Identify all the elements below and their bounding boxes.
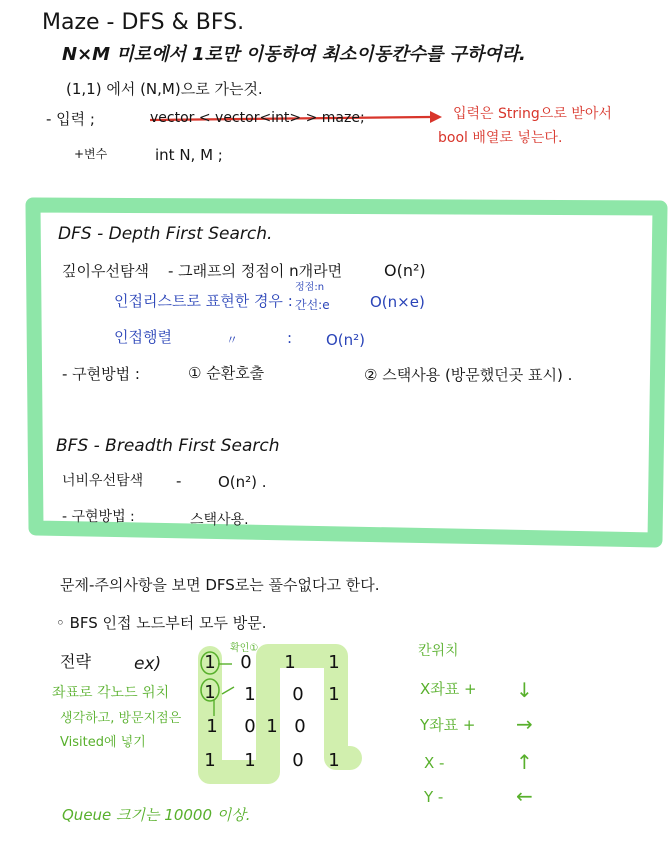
dfs-list-complexity: O(n×e) (370, 293, 425, 311)
direction-label: Y - (424, 788, 444, 806)
check-label: 확인① (230, 643, 259, 654)
green-note-2: 생각하고, 방문지점은 (60, 711, 182, 726)
bfs-impl: 스택사용. (190, 512, 249, 528)
green-note-3: Visited에 넣기 (60, 735, 146, 750)
page-title: Maze - DFS & BFS. (42, 10, 245, 35)
dfs-matrix-complexity: O(n²) (326, 331, 366, 349)
dfs-impl-1: ① 순환호출 (188, 364, 265, 382)
grid-cell: 1 (206, 716, 218, 737)
dfs-impl-label: - 구현방법 : (62, 365, 140, 383)
queue-note: Queue 크기는 10000 이상. (62, 806, 251, 824)
direction-label: X - (424, 754, 445, 772)
input-declaration: vector < vector<int> > maze; (150, 110, 365, 126)
ditto-colon: : (287, 329, 293, 347)
direction-label: Y좌표 + (420, 716, 476, 734)
dfs-graph-complexity: O(n²) (384, 261, 426, 280)
ditto-mark: 〃 (226, 333, 239, 347)
dfs-matrix-text: 인접행렬 (114, 328, 172, 346)
dfs-graph-text: - 그래프의 정점이 n개라면 (168, 262, 343, 280)
problem-statement: N×M 미로에서 1로만 이동하여 최소이동칸수를 구하여라. (62, 44, 526, 65)
grid-cell: 1 (244, 684, 256, 705)
grid-cell: 1 (284, 652, 296, 673)
grid-cell: 0 (292, 684, 304, 705)
bfs-dash: - (176, 472, 182, 490)
bfs-alias: 너비우선탐색 (62, 473, 144, 489)
grid-cell: 1 (328, 750, 340, 771)
start-end-text: (1,1) 에서 (N,M)으로 가는것. (66, 80, 263, 98)
strategy-label: 전략 (60, 652, 91, 671)
dfs-impl-2: ② 스택사용 (방문했던곳 표시) . (364, 366, 573, 384)
grid-cell: 1 (204, 750, 216, 771)
grid-cell: 1 (328, 684, 340, 705)
dfs-list-text: 인접리스트로 표현한 경우 : (114, 292, 293, 310)
dfs-alias: 깊이우선탐색 (62, 262, 149, 280)
up-arrow-icon: ↑ (516, 750, 533, 774)
red-arrow-head-icon (430, 111, 442, 123)
variable-declaration: int N, M ; (155, 146, 223, 164)
grid-cell: 0 (292, 750, 304, 771)
direction-title: 칸위치 (418, 643, 459, 659)
green-arrow-diag (222, 687, 234, 694)
down-arrow-icon: ↓ (516, 678, 533, 702)
right-arrow-icon: → (516, 712, 533, 736)
grid-cell: 1 (204, 652, 216, 673)
green-note-1: 좌표로 각노드 위치 (52, 685, 170, 701)
grid-cell: 0 (294, 716, 306, 737)
edge-note: 간선:e (295, 298, 330, 312)
variable-label: +변수 (74, 147, 108, 161)
grid-cell: 0 (244, 716, 256, 737)
bfs-visit-note: ◦ BFS 인접 노드부터 모두 방문. (56, 614, 267, 632)
vertex-note: 정점:n (295, 282, 325, 293)
bfs-title: BFS - Breadth First Search (56, 436, 280, 456)
input-label: - 입력 ; (46, 110, 95, 128)
grid-cell: 1 (244, 750, 256, 771)
grid-cell: 1 (204, 682, 216, 703)
bfs-complexity: O(n²) . (218, 473, 267, 491)
bfs-impl-label: - 구현방법 : (62, 509, 135, 525)
problem-note: 문제-주의사항을 보면 DFS로는 풀수없다고 한다. (60, 576, 380, 594)
input-note-1: 입력은 String으로 받아서 (453, 106, 612, 122)
dfs-title: DFS - Depth First Search. (58, 224, 273, 244)
left-arrow-icon: ← (516, 784, 533, 808)
grid-cell: 1 (266, 716, 278, 737)
direction-label: X좌표 + (420, 680, 477, 698)
input-note-2: bool 배열로 넣는다. (438, 130, 563, 146)
grid-cell: 0 (240, 652, 252, 673)
example-label: ex) (134, 654, 162, 674)
grid-cell: 1 (328, 652, 340, 673)
